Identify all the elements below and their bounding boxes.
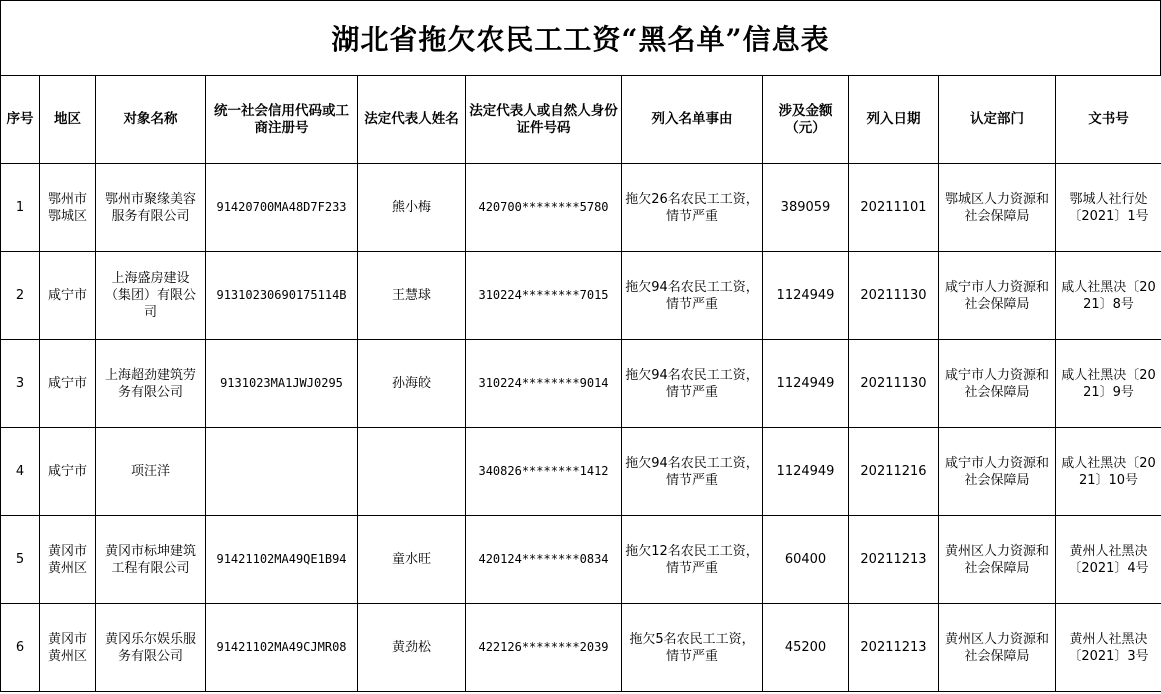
cell-no: 6 bbox=[1, 604, 40, 692]
cell-region: 鄂州市鄂城区 bbox=[40, 164, 96, 252]
cell-rep: 孙海皎 bbox=[358, 340, 466, 428]
table-row bbox=[1, 428, 1161, 516]
header-cell-name: 对象名称 bbox=[96, 76, 206, 164]
cell-dept: 咸宁市人力资源和社会保障局 bbox=[939, 428, 1056, 516]
cell-reason: 拖欠94名农民工工资，情节严重 bbox=[622, 340, 763, 428]
cell-doc: 咸人社黑决〔2021〕8号 bbox=[1056, 252, 1161, 340]
cell-name: 上海超劲建筑劳务有限公司 bbox=[96, 340, 206, 428]
cell-id: 310224********7015 bbox=[466, 252, 622, 340]
cell-dept: 咸宁市人力资源和社会保障局 bbox=[939, 252, 1056, 340]
header-cell-date: 列入日期 bbox=[849, 76, 939, 164]
table-row bbox=[1, 516, 1161, 604]
cell-code: 91421102MA49CJMR08 bbox=[206, 604, 358, 692]
cell-name: 黄冈市标坤建筑工程有限公司 bbox=[96, 516, 206, 604]
table-row bbox=[1, 252, 1161, 340]
cell-region: 咸宁市 bbox=[40, 252, 96, 340]
cell-rep bbox=[358, 428, 466, 516]
table-row bbox=[1, 164, 1161, 252]
cell-date: 20211130 bbox=[849, 252, 939, 340]
cell-reason: 拖欠94名农民工工资，情节严重 bbox=[622, 428, 763, 516]
cell-doc: 咸人社黑决〔2021〕10号 bbox=[1056, 428, 1161, 516]
cell-name: 上海盛房建设（集团）有限公司 bbox=[96, 252, 206, 340]
cell-code: 91421102MA49QE1B94 bbox=[206, 516, 358, 604]
cell-amount: 1124949 bbox=[763, 340, 849, 428]
cell-no: 5 bbox=[1, 516, 40, 604]
cell-date: 20211213 bbox=[849, 516, 939, 604]
header-cell-reason: 列入名单事由 bbox=[622, 76, 763, 164]
header-cell-region: 地区 bbox=[40, 76, 96, 164]
cell-no: 4 bbox=[1, 428, 40, 516]
sheet-title: 湖北省拖欠农民工工资“黑名单”信息表 bbox=[0, 0, 1161, 75]
cell-no: 3 bbox=[1, 340, 40, 428]
cell-date: 20211101 bbox=[849, 164, 939, 252]
table-row bbox=[1, 604, 1161, 692]
cell-code bbox=[206, 428, 358, 516]
cell-doc: 鄂城人社行处〔2021〕1号 bbox=[1056, 164, 1161, 252]
cell-amount: 389059 bbox=[763, 164, 849, 252]
header-cell-doc: 文书号 bbox=[1056, 76, 1161, 164]
cell-id: 310224********9014 bbox=[466, 340, 622, 428]
cell-reason: 拖欠12名农民工工资，情节严重 bbox=[622, 516, 763, 604]
cell-rep: 黄劲松 bbox=[358, 604, 466, 692]
header-cell-rep: 法定代表人姓名 bbox=[358, 76, 466, 164]
cell-rep: 童水旺 bbox=[358, 516, 466, 604]
cell-dept: 咸宁市人力资源和社会保障局 bbox=[939, 340, 1056, 428]
cell-amount: 45200 bbox=[763, 604, 849, 692]
cell-rep: 王慧球 bbox=[358, 252, 466, 340]
header-cell-no: 序号 bbox=[1, 76, 40, 164]
cell-region: 咸宁市 bbox=[40, 428, 96, 516]
cell-date: 20211213 bbox=[849, 604, 939, 692]
cell-amount: 60400 bbox=[763, 516, 849, 604]
header-cell-code: 统一社会信用代码或工商注册号 bbox=[206, 76, 358, 164]
cell-region: 咸宁市 bbox=[40, 340, 96, 428]
cell-reason: 拖欠94名农民工工资，情节严重 bbox=[622, 252, 763, 340]
blacklist-table bbox=[0, 75, 1161, 692]
cell-dept: 黄州区人力资源和社会保障局 bbox=[939, 604, 1056, 692]
table-row bbox=[1, 340, 1161, 428]
cell-reason: 拖欠26名农民工工资，情节严重 bbox=[622, 164, 763, 252]
cell-doc: 黄州人社黑决〔2021〕4号 bbox=[1056, 516, 1161, 604]
cell-no: 2 bbox=[1, 252, 40, 340]
cell-code: 91310230690175114B bbox=[206, 252, 358, 340]
cell-reason: 拖欠5名农民工工资，情节严重 bbox=[622, 604, 763, 692]
cell-id: 420124********0834 bbox=[466, 516, 622, 604]
cell-code: 91420700MA48D7F233 bbox=[206, 164, 358, 252]
header-cell-amount: 涉及金额（元） bbox=[763, 76, 849, 164]
header-cell-id: 法定代表人或自然人身份证件号码 bbox=[466, 76, 622, 164]
cell-name: 鄂州市聚缘美容服务有限公司 bbox=[96, 164, 206, 252]
cell-rep: 熊小梅 bbox=[358, 164, 466, 252]
cell-date: 20211130 bbox=[849, 340, 939, 428]
cell-amount: 1124949 bbox=[763, 428, 849, 516]
cell-region: 黄冈市黄州区 bbox=[40, 604, 96, 692]
cell-dept: 黄州区人力资源和社会保障局 bbox=[939, 516, 1056, 604]
cell-id: 422126********2039 bbox=[466, 604, 622, 692]
cell-id: 420700********5780 bbox=[466, 164, 622, 252]
cell-code: 9131023MA1JWJ0295 bbox=[206, 340, 358, 428]
cell-region: 黄冈市黄州区 bbox=[40, 516, 96, 604]
header-row bbox=[1, 76, 1161, 164]
header-cell-dept: 认定部门 bbox=[939, 76, 1056, 164]
cell-no: 1 bbox=[1, 164, 40, 252]
cell-doc: 咸人社黑决〔2021〕9号 bbox=[1056, 340, 1161, 428]
cell-name: 项汪洋 bbox=[96, 428, 206, 516]
cell-name: 黄冈乐尔娱乐服务有限公司 bbox=[96, 604, 206, 692]
cell-dept: 鄂城区人力资源和社会保障局 bbox=[939, 164, 1056, 252]
cell-amount: 1124949 bbox=[763, 252, 849, 340]
cell-doc: 黄州人社黑决〔2021〕3号 bbox=[1056, 604, 1161, 692]
cell-id: 340826********1412 bbox=[466, 428, 622, 516]
cell-date: 20211216 bbox=[849, 428, 939, 516]
